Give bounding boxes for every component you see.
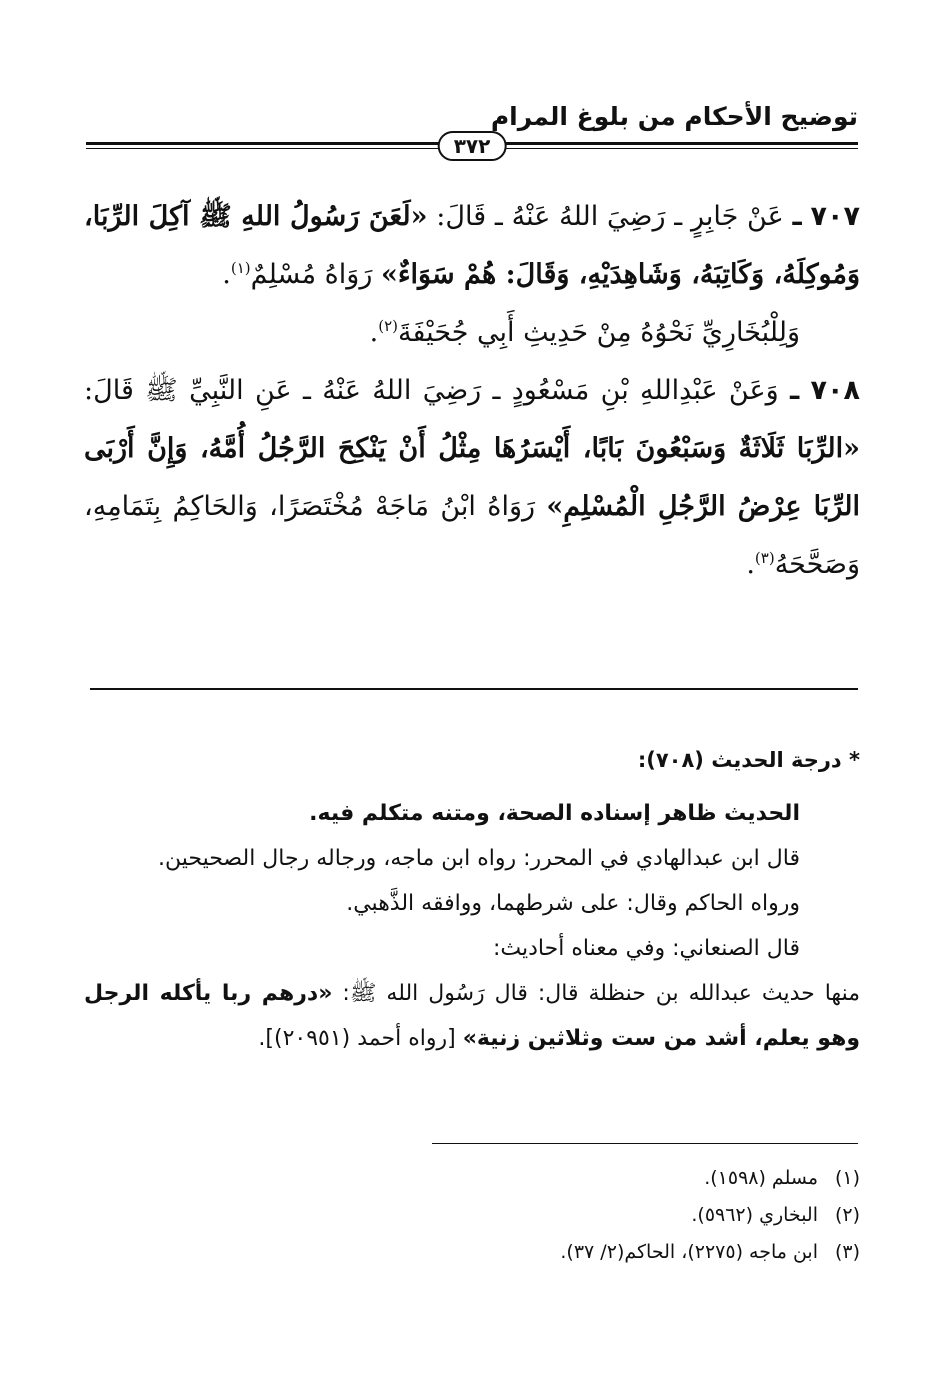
hadith-quote: «الرِّبَا ثَلَاثَةٌ وَسَبْعُونَ بَابًا، أَيْسَرُهَا مِثْلُ أَنْ يَنْكِحَ الرَّجُلُ أُمَّهُ، وَإِنَّ أَرْبَى الرِّبَا عِرْضُ الرَّجُلِ الْمُسْلِمِ» (84, 433, 861, 522)
footnote-number: (٣) (834, 1241, 860, 1263)
hadith-narration: عَنْ جَابِرٍ ـ رَضِيَ اللهُ عَنْهُ ـ قَالَ: (427, 201, 784, 232)
footnote-number: (١) (834, 1167, 860, 1189)
section-divider (90, 688, 858, 690)
commentary-para: قال الصنعاني: وفي معناه أحاديث: (493, 936, 800, 961)
hadith-end: . (222, 259, 231, 290)
commentary-para: الحديث ظاهر إسناده الصحة، ومتنه متكلم فيه. (309, 801, 800, 826)
footnote-text: ابن ماجه (٢٢٧٥)، الحاكم(٢/ ٣٧). (560, 1241, 818, 1263)
commentary-quote: «درهم ربا يأكله الرجل وهو يعلم، أشد من ست وثلاثين زنية» (84, 981, 860, 1051)
bukhari-text: وَلِلْبُخَارِيِّ نَحْوُهُ مِنْ حَدِيثِ أَبِي جُحَيْفَةَ (398, 317, 800, 348)
footnotes (84, 1160, 860, 1271)
footnote (84, 1197, 860, 1234)
commentary-para: قال ابن عبدالهادي في المحرر: رواه ابن ماجه، ورجاله رجال الصحيحين. (158, 846, 800, 871)
commentary-text: منها حديث عبدالله بن حنظلة قال: قال رَسُول الله ﷺ: (332, 981, 860, 1006)
hadith-quote: «لَعَنَ رَسُولُ اللهِ ﷺ آكِلَ الرِّبَا، وَمُوكِلَهُ، وَكَاتِبَهُ، وَشَاهِدَيْهِ، وَقَالَ: هُمْ سَوَاءٌ» (84, 201, 860, 290)
hadith-dash: ـ (792, 201, 802, 232)
footnote-ref: (٢) (378, 317, 399, 335)
footnote-text: البخاري (٥٩٦٢). (691, 1204, 818, 1226)
footnote-text: مسلم (١٥٩٨). (704, 1167, 818, 1189)
footnote-number: (٢) (834, 1204, 860, 1226)
hadith-dash: ـ (789, 375, 800, 406)
commentary-source: [رواه أحمد (٢٠٩٥١)]. (258, 1026, 463, 1051)
footnote-ref: (١) (230, 259, 251, 277)
footnote (84, 1234, 860, 1271)
commentary-para: ورواه الحاكم وقال: على شرطهما، ووافقه الذَّهبي. (346, 891, 800, 916)
hadith-end: . (746, 549, 755, 580)
commentary-para (84, 971, 860, 1061)
footnote (84, 1160, 860, 1197)
hadith-708 (84, 362, 860, 594)
bukhari-note (84, 304, 860, 362)
hadith-source: رَوَاهُ ابْنُ مَاجَهْ مُخْتَصَرًا، وَالحَاكِمُ بِتَمَامِهِ، وَصَحَّحَهُ (84, 491, 860, 580)
hadith-source: رَوَاهُ مُسْلِمٌ (250, 259, 381, 290)
hadith-707 (84, 188, 860, 304)
page-header (86, 98, 858, 158)
footnote-ref: (٣) (754, 549, 775, 567)
book-title: توضيح الأحكام من بلوغ المرام (490, 102, 858, 131)
main-text (84, 188, 860, 594)
hadith-number: ٧٠٨ (810, 375, 860, 406)
hadith-narration: وَعَنْ عَبْدِاللهِ بْنِ مَسْعُودٍ ـ رَضِيَ اللهُ عَنْهُ ـ عَنِ النَّبِيِّ ﷺ قَالَ: (84, 375, 779, 406)
page-number: ٣٧٢ (438, 131, 507, 161)
footnote-rule (432, 1143, 858, 1144)
bukhari-end: . (369, 317, 379, 348)
commentary (84, 738, 860, 1061)
hadith-number: ٧٠٧ (810, 201, 860, 232)
commentary-title: * درجة الحديث (٧٠٨): (637, 748, 860, 772)
